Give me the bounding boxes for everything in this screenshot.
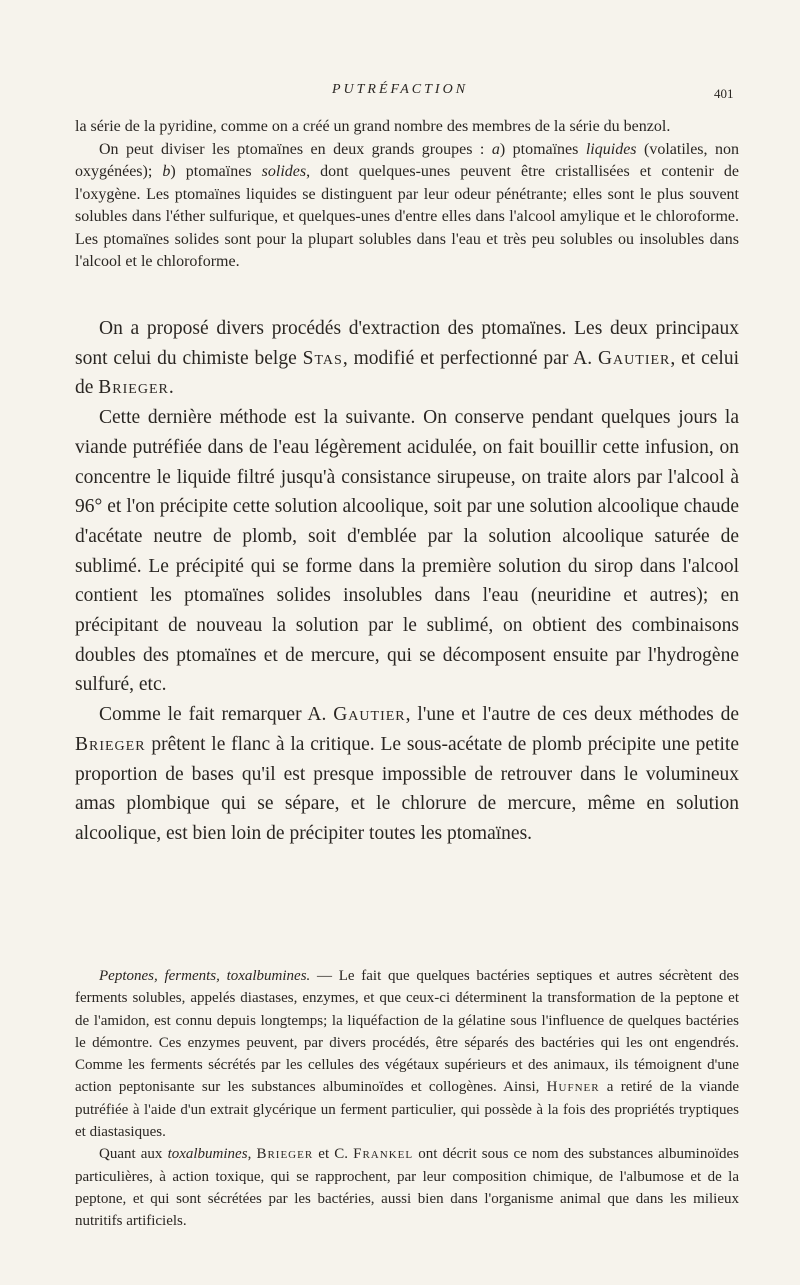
paragraph-extraction: On a proposé divers procédés d'extraction des ptomaïnes. Les deux principaux sont celui du chimiste belge Stas, modifié et perfectionné par A. Gautier, et celui de Brieger.	[75, 318, 740, 399]
page-number: 401	[714, 86, 734, 101]
paragraph-toxalbumines: Quant aux toxalbumines, Brieger et C. Frankel ont décrit sous ce nom des substances albuminoïdes particulières, à action toxique, qui se rapprochent, par leur composition chimique, de l'albumose et de la peptone, et qui sont sécrétées par les bactéries, aussi bien dans l'organisme animal que dans les milieux nutritifs artificiels.	[75, 1146, 739, 1230]
section-heading: Peptones, ferments, toxalbumines.	[99, 968, 311, 984]
notes-text-block	[75, 965, 739, 1233]
paragraph-ptomaine-groups: On peut diviser les ptomaïnes en deux grands groupes : a) ptomaïnes liquides (volatiles, non oxygénées); b) ptomaïnes solides, dont quelques-unes peuvent être cristallisées et contenir de l'oxygène. Les ptomaïnes liquides se distinguent par leur odeur pénétrante; elles sont le plus souvent solubles dans l'éther sulfurique, et quelques-unes d'entre elles dans l'alcool amylique et le chloroforme. Les ptomaïnes solides sont pour la plupart solubles dans l'eau et très peu solubles ou insolubles dans l'alcool et le chloroforme.	[75, 140, 740, 270]
paragraph-critique: Comme le fait remarquer A. Gautier, l'une et l'autre de ces deux méthodes de Brieger prêtent le flanc à la critique. Le sous-acétate de plomb précipite une petite proportion de bases qu'il est presque impossible de retrouver dans le volumineux amas plombique qui se sépare, et le chlorure de mercure, même en solution alcoolique, est bien loin de précipiter toutes les ptomaïnes.	[75, 704, 739, 844]
paragraph-peptones: Peptones, ferments, toxalbumines. — Le fait que quelques bactéries septiques et autres sécrètent des ferments solubles, appelés diastases, enzymes, et que ceux-ci déterminent la transformation de la peptone et de l'amidon, est connu depuis longtemps; la liquéfaction de la gélatine sous l'influence de quelques bactéries le démontre. Ces enzymes peuvent, par divers procédés, être séparés des bactéries qui les ont engendrés. Comme les ferments sécrétés par les cellules des végétaux supérieurs et des animaux, ils témoignent d'une action peptonisante sur les substances albuminoïdes et collogènes. Ainsi, Hufner a retiré de la viande putréfiée à l'aide d'un extrait glycérique un ferment particulier, qui possède à la fois des propriétés tryptiques et diastasiques.	[75, 968, 739, 1141]
paragraph-method: Cette dernière méthode est la suivante. On conserve pendant quelques jours la viande putréfiée dans de l'eau légèrement acidulée, on fait bouillir cette infusion, on concentre le liquide filtré jusqu'à consistance sirupeuse, on traite alors par l'alcool à 96° et l'on précipite cette solution alcoolique, soit par une solution alcoolique chaude d'acétate neutre de plomb, soit d'emblée par la solution alcoolique saturée de sublimé. Le précipité qui se forme dans la première solution du sirop dans l'alcool contient les ptomaïnes solides insolubles dans l'eau (neuridine et autres); en précipitant de nouveau la solution par le sublimé, on obtient des combinaisons doubles des ptomaïnes et de mercure, qui se décomposent ensuite par l'hydrogène sulfuré, etc.	[75, 407, 739, 696]
intro-text-block	[75, 116, 739, 274]
paragraph-continuation: la série de la pyridine, comme on a créé un grand nombre des membres de la série du benzol.	[75, 118, 671, 135]
running-title: PUTRÉFACTION	[331, 82, 469, 97]
main-text-block	[75, 314, 739, 849]
